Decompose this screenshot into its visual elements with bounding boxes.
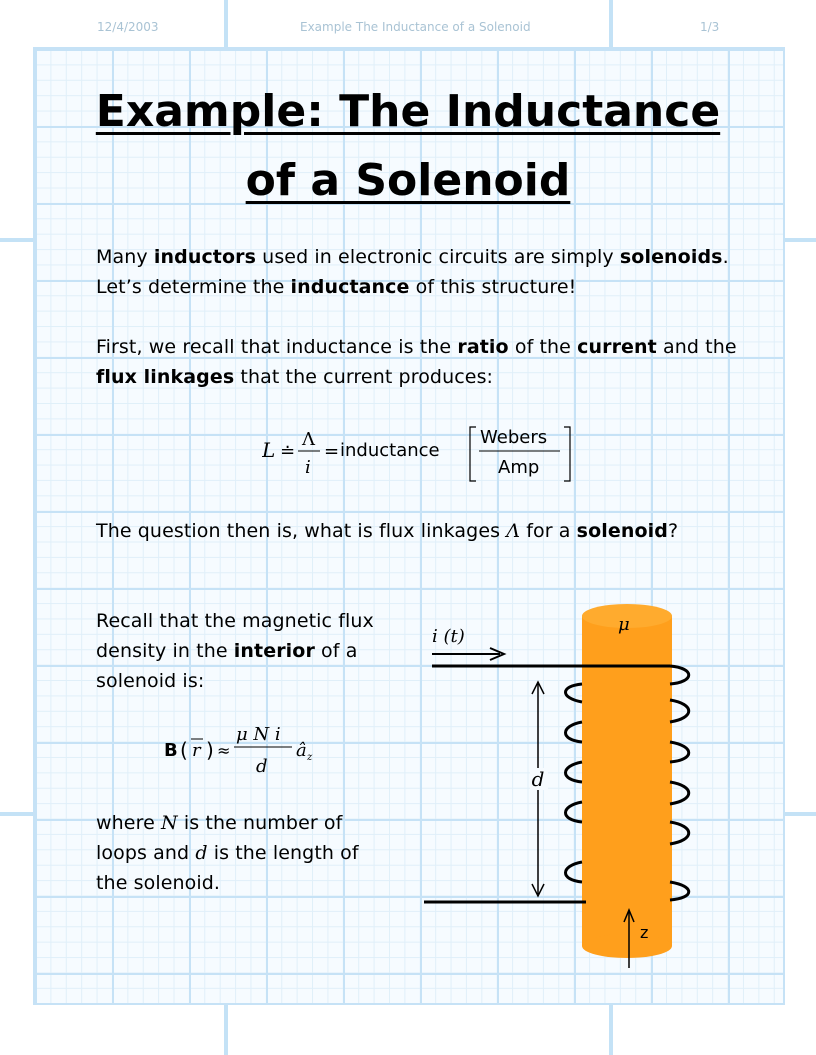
eq2-B: B xyxy=(164,740,178,761)
page-title-line-1: Example: The Inductance xyxy=(95,86,721,137)
question-paragraph: The question then is, what is flux linkages Λ for a solenoid? xyxy=(96,520,679,542)
length-label: d xyxy=(531,767,545,791)
eq1-denominator: i xyxy=(305,457,311,478)
eq1-equals: = xyxy=(324,441,340,462)
eq1-lhs: L xyxy=(262,438,276,462)
inductance-equation xyxy=(262,425,582,485)
svg-text:(: ( xyxy=(180,738,188,762)
eq1-defeq: ≐ xyxy=(280,441,296,462)
header-title: Example The Inductance of a Solenoid xyxy=(300,20,531,34)
header-date: 12/4/2003 xyxy=(97,20,159,34)
eq1-unit-denominator: Amp xyxy=(498,457,540,478)
solenoid-diagram xyxy=(420,600,720,980)
eq2-unit-vector: â xyxy=(296,740,307,761)
eq1-numerator: Λ xyxy=(302,429,315,450)
z-axis-label: z xyxy=(640,923,649,942)
permeability-label: μ xyxy=(618,614,630,635)
eq1-unit-numerator: Webers xyxy=(480,427,548,448)
eq2-r: r xyxy=(192,740,201,761)
flux-density-paragraph: Recall that the magnetic flux density in the interior of a solenoid is: xyxy=(96,610,374,692)
eq2-approx: ≈ xyxy=(217,741,231,760)
solenoid-core-bottom xyxy=(582,934,672,958)
current-label: i (t) xyxy=(432,626,465,647)
header-page-number: 1/3 xyxy=(700,20,720,34)
svg-text:): ) xyxy=(206,738,214,762)
definitions-paragraph: where N is the number of loops and d is the length of the solenoid. xyxy=(96,812,359,894)
flux-density-equation xyxy=(162,720,332,780)
eq1-word: inductance xyxy=(340,440,440,461)
eq2-numerator: μ N i xyxy=(236,724,281,745)
eq2-denominator: d xyxy=(256,756,268,777)
eq2-unit-subscript: z xyxy=(307,752,313,763)
page-title-line-2: of a Solenoid xyxy=(245,155,571,206)
recall-paragraph: First, we recall that inductance is the ratio of the current and the flux linkages that the current produces: xyxy=(96,336,737,388)
intro-paragraph: Many inductors used in electronic circuits are simply solenoids. Let’s determine the inductance of this structure! xyxy=(96,246,729,298)
